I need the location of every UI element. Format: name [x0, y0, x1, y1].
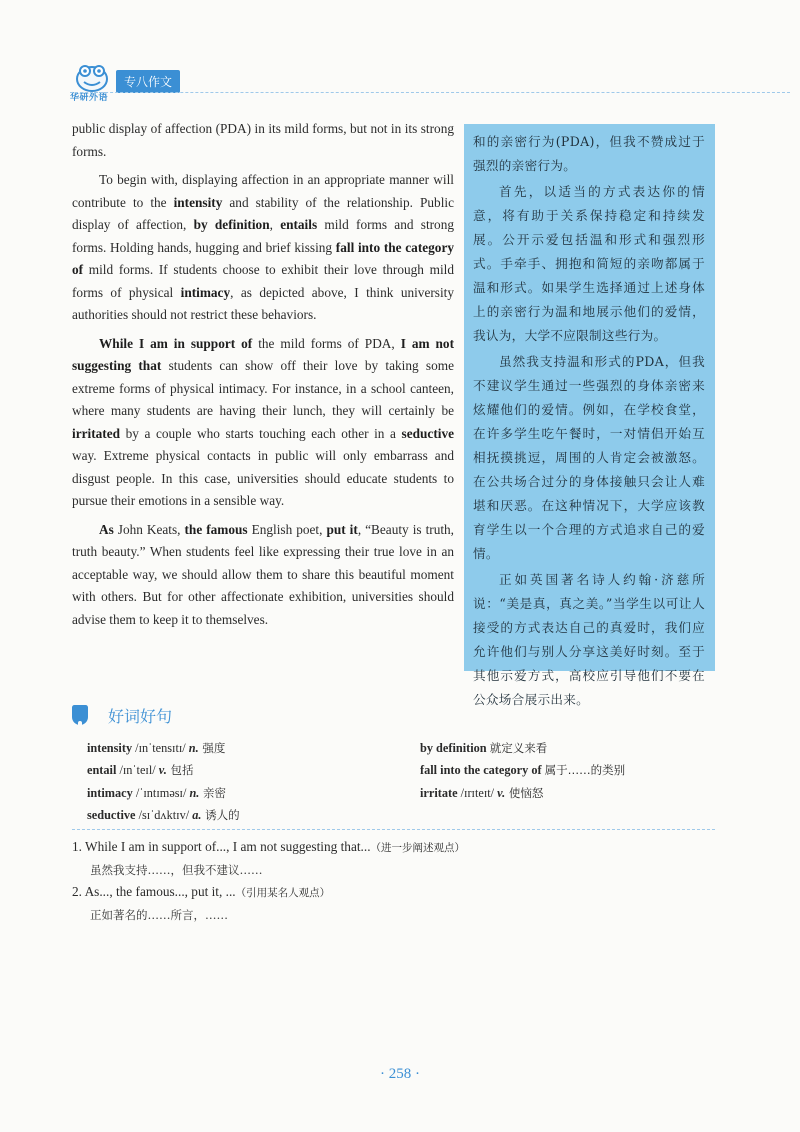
key-phrase: seductive [401, 425, 454, 441]
vocab-pos: n. [189, 785, 200, 800]
key-phrase: intensity [173, 194, 223, 210]
vocab-meaning: 亲密 [199, 785, 227, 800]
key-phrase: put it [326, 521, 358, 537]
translation-paragraph: 和的亲密行为(PDA)，但我不赞成过于强烈的亲密行为。 [473, 134, 705, 173]
vocab-meaning: 就定义来看 [489, 741, 548, 755]
key-phrase: fall into the category of [72, 239, 454, 277]
vocab-phonetic: /ɪnˈteɪl/ [116, 763, 159, 778]
vocab-item [420, 782, 625, 804]
translation-paragraph: 首先，以适当的方式表达你的情意，将有助于关系保持稳定和持续发展。公开示爱包括温和形式和强烈形式。手牵手、拥抱和简短的亲吻都属于温和形式。如果学生选择通过上述身体上的亲密行为温和地展示他们的爱情，我认为，大学不应限制这些行为。 [473, 184, 705, 343]
vocab-meaning: 属于……的类别 [544, 763, 626, 778]
key-phrase: I am not suggesting that [72, 335, 454, 373]
vocab-phonetic: /sɪˈdʌktɪv/ [135, 807, 193, 822]
vocab-phonetic: /ɪrɪteɪt/ [457, 785, 498, 800]
dashed-divider [72, 829, 715, 830]
book-title-badge: 专八作文 [116, 70, 180, 93]
essay-text: way. Extreme physical contacts in public will only embarrass and disgust people. In this case, universities should educate students to pursue their emotions in a sensible way. [72, 448, 454, 508]
vocab-meaning: 强度 [198, 741, 226, 755]
vocab-word: by definition [420, 741, 487, 755]
sentence-patterns [72, 836, 712, 926]
vocab-word: intimacy [87, 785, 133, 800]
essay-paragraph [72, 169, 454, 327]
key-phrase: While I am in support of [99, 335, 253, 351]
essay-english [72, 118, 454, 637]
vocab-phonetic: /ɪnˈtensɪtɪ/ [132, 741, 189, 755]
essay-text: mild forms. If students choose to exhibit their love through mild forms of physical [72, 262, 454, 300]
vocab-section-title: 好词好句 [108, 707, 173, 726]
vocab-word: seductive [87, 807, 136, 822]
vocab-item [87, 782, 240, 804]
key-phrase: irritated [72, 425, 120, 441]
vocab-list-left [87, 737, 240, 826]
translation-box [464, 124, 715, 707]
key-phrase: by definition [193, 217, 270, 232]
key-phrase: intimacy [180, 284, 231, 300]
page-number: · 258 · [380, 1066, 420, 1082]
vocab-list-right [420, 737, 625, 804]
essay-text: English poet, [247, 521, 327, 537]
vocab-item [420, 737, 625, 759]
vocab-pos: v. [158, 763, 167, 778]
sentence-chinese: 虽然我支持……，但我不建议…… [90, 863, 263, 877]
bookmark-icon [72, 705, 88, 725]
vocab-item [420, 759, 625, 781]
vocab-phonetic: /ˈɪntɪməsɪ/ [132, 785, 190, 800]
vocab-item [87, 759, 240, 781]
vocab-meaning: 使恼怒 [505, 785, 544, 800]
logo-text: 华研外语 [70, 93, 109, 103]
vocab-pos: n. [188, 741, 199, 755]
vocab-item [87, 737, 240, 759]
page-header [70, 58, 790, 108]
key-phrase: As [99, 521, 114, 537]
vocab-pos: v. [497, 785, 506, 800]
essay-paragraph [72, 333, 454, 513]
sentence-note: （进一步阐述观点） [370, 842, 466, 854]
essay-text: and stability of the relationship. Public display of affection, [72, 194, 454, 232]
vocab-meaning: 诱人的 [201, 807, 240, 822]
translation-paragraph: 正如英国著名诗人约翰·济慈所说：“美是真，真之美。”当学生以可让人接受的方式表达自己的真爱时，我们应允许他们与别人分享这美好时刻。至于其他示爱方式，高校应引导他们不要在公众场合展示出来。 [473, 572, 705, 707]
essay-text: mild forms and strong forms. Holding hands, hugging and brief kissing [72, 217, 455, 255]
essay-text: the mild forms of PDA, [252, 335, 401, 351]
essay-text: public display of affection (PDA) in its mild forms, but not in its strong forms. [72, 121, 454, 159]
sentence-english: 1. While I am in support of..., I am not suggesting that... [72, 839, 371, 854]
essay-text: , as depicted above, I think university authorities should not restrict these behaviors. [72, 284, 454, 322]
vocab-word: intensity [87, 741, 133, 755]
essay-text: by a couple who starts touching each other in a [120, 425, 402, 441]
sentence-note: （引用某名人观点） [235, 887, 331, 899]
essay-paragraph [72, 519, 454, 632]
essay-text: John Keats, [113, 521, 185, 537]
essay-text: To begin with, displaying affection in an appropriate manner will contribute to the [72, 172, 454, 210]
translation-paragraph: 虽然我支持温和形式的PDA，但我不建议学生通过一些强烈的身体亲密来炫耀他们的爱情。例如，在学校食堂，在许多学生吃午餐时，一对情侣开始互相抚摸挑逗，周围的人肯定会被激怒。在公共场合过分的身体接触只会让人难堪和厌恶。在这种情况下，大学应该教育学生以一个合理的方式追求自己的爱情。 [473, 354, 705, 561]
sentence-pattern [72, 836, 712, 859]
vocab-word: irritate [420, 785, 458, 800]
vocab-pos: a. [192, 807, 202, 822]
essay-paragraph [72, 118, 454, 163]
sentence-chinese: 正如著名的……所言，…… [90, 908, 228, 922]
vocab-word: entail [87, 763, 117, 778]
key-phrase: entails [280, 217, 318, 232]
vocab-item [87, 804, 240, 826]
essay-text: students can show off their love by taking some extreme forms of physical intimacy. For instance, in a school canteen, where many students are having their lunch, they will certainly be [72, 358, 454, 418]
essay-text: , “Beauty is truth, truth beauty.” When students feel like expressing their true love in an acceptable way, we should allow them to share this beautiful moment with others. But for other affectionate exhibition, universities should advise them to keep it to themselves. [72, 521, 455, 627]
header-divider [70, 92, 790, 94]
sentence-pattern [72, 881, 712, 904]
sentence-english: 2. As..., the famous..., put it, ... [72, 884, 236, 899]
vocab-meaning: 包括 [166, 763, 194, 778]
essay-text: , [269, 217, 281, 232]
key-phrase: the famous [184, 521, 248, 537]
vocab-word: fall into the category of [420, 763, 542, 778]
